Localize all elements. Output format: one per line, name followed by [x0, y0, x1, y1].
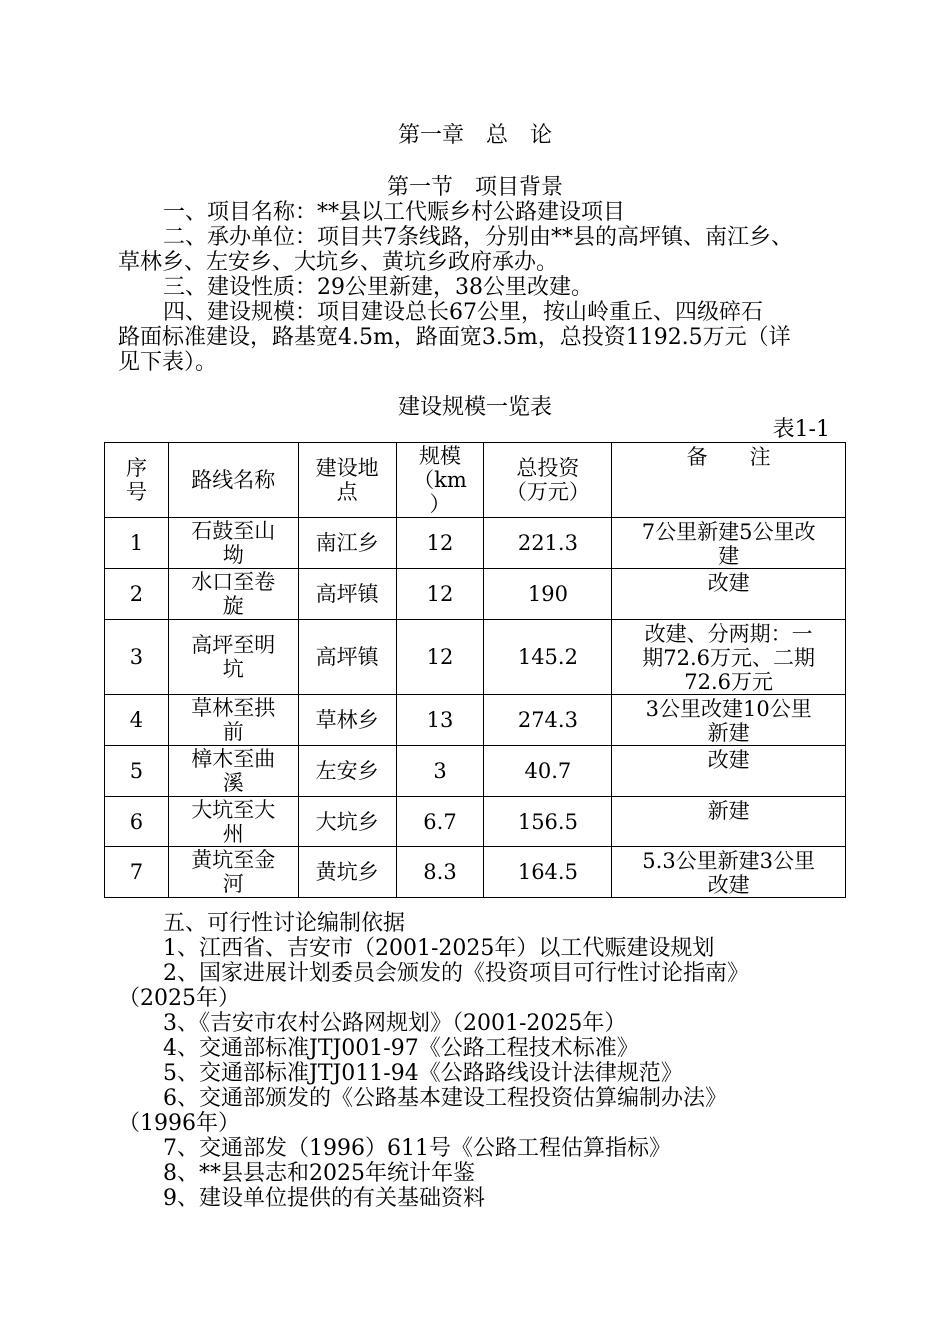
cell-scale: 8.3	[396, 847, 484, 898]
cell-place: 高坪镇	[298, 569, 396, 620]
cell-place: 草林乡	[298, 695, 396, 746]
basis-item: 2、国家进展计划委员会颁发的《投资项目可行性讨论指南》	[163, 961, 749, 986]
cell-scale: 12	[396, 620, 484, 695]
cell-place: 高坪镇	[298, 620, 396, 695]
basis-item: 4、交通部标准JTJ001-97《公路工程技术标准》	[163, 1036, 639, 1061]
table-row	[105, 620, 846, 695]
cell-remark: 5.3公里新建3公里 改建	[612, 847, 846, 898]
paragraph-nature: 三、建设性质：29公里新建，38公里改建。	[163, 275, 593, 300]
cell-route: 石鼓至山 坳	[168, 518, 298, 569]
paragraph-undertaker-cont: 草林乡、左安乡、大坑乡、黄坑乡政府承办。	[118, 250, 559, 275]
construction-scale-table	[104, 442, 846, 898]
header-no: 序 号	[105, 443, 169, 518]
cell-no: 2	[105, 569, 169, 620]
header-place: 建设地 点	[298, 443, 396, 518]
cell-remark: 改建	[612, 746, 846, 797]
section-title: 第一节 项目背景	[386, 175, 563, 200]
table-caption: 建设规模一览表	[397, 395, 552, 420]
table-header-row	[105, 443, 846, 518]
cell-place: 大坑乡	[298, 797, 396, 847]
cell-route: 水口至卷 旋	[168, 569, 298, 620]
cell-place: 南江乡	[298, 518, 396, 569]
paragraph-undertaker: 二、承办单位：项目共7条线路，分别由**县的高坪镇、南江乡、	[163, 225, 793, 250]
cell-remark: 7公里新建5公里改 建	[612, 518, 846, 569]
cell-remark: 改建、分两期：一 期72.6万元、二期 72.6万元	[612, 620, 846, 695]
header-investment: 总投资 （万元）	[484, 443, 612, 518]
basis-item: 5、交通部标准JTJ011-94《公路路线设计法律规范》	[163, 1061, 683, 1086]
cell-route: 黄坑至金 河	[168, 847, 298, 898]
cell-route: 高坪至明 坑	[168, 620, 298, 695]
header-route: 路线名称	[168, 443, 298, 518]
basis-item: 8、**县县志和2025年统计年鉴	[163, 1161, 475, 1186]
header-remark: 备 注	[612, 443, 846, 518]
table-row	[105, 518, 846, 569]
cell-scale: 13	[396, 695, 484, 746]
basis-item: 3、《吉安市农村公路网规划》（2001-2025年）	[163, 1011, 627, 1036]
cell-remark: 3公里改建10公里 新建	[612, 695, 846, 746]
paragraph-scale-cont-1: 路面标准建设，路基宽4.5m，路面宽3.5m，总投资1192.5万元（详	[118, 325, 791, 350]
cell-remark: 改建	[612, 569, 846, 620]
basis-item-cont: （2025年）	[118, 986, 240, 1011]
cell-investment: 164.5	[484, 847, 612, 898]
basis-item: 7、交通部发（1996）611号《公路工程估算指标》	[163, 1136, 671, 1161]
cell-no: 6	[105, 797, 169, 847]
cell-scale: 12	[396, 518, 484, 569]
cell-place: 左安乡	[298, 746, 396, 797]
cell-remark: 新建	[612, 797, 846, 847]
cell-no: 5	[105, 746, 169, 797]
cell-investment: 190	[484, 569, 612, 620]
basis-item: 6、交通部颁发的《公路基本建设工程投资估算编制办法》	[163, 1086, 727, 1111]
table-row	[105, 569, 846, 620]
paragraph-scale: 四、建设规模：项目建设总长67公里，按山岭重丘、四级碎石	[163, 300, 763, 325]
cell-investment: 40.7	[484, 746, 612, 797]
table-row	[105, 746, 846, 797]
basis-item: 9、建设单位提供的有关基础资料	[163, 1186, 485, 1211]
basis-heading: 五、可行性讨论编制依据	[163, 911, 406, 936]
cell-route: 大坑至大 州	[168, 797, 298, 847]
cell-no: 1	[105, 518, 169, 569]
cell-no: 4	[105, 695, 169, 746]
cell-investment: 274.3	[484, 695, 612, 746]
cell-investment: 156.5	[484, 797, 612, 847]
cell-no: 7	[105, 847, 169, 898]
cell-investment: 221.3	[484, 518, 612, 569]
basis-item: 1、江西省、吉安市（2001-2025年）以工代赈建设规划	[163, 936, 715, 961]
table-row	[105, 695, 846, 746]
cell-scale: 12	[396, 569, 484, 620]
cell-investment: 145.2	[484, 620, 612, 695]
cell-place: 黄坑乡	[298, 847, 396, 898]
basis-item-cont: （1996年）	[118, 1111, 240, 1136]
cell-scale: 6.7	[396, 797, 484, 847]
cell-no: 3	[105, 620, 169, 695]
paragraph-scale-cont-2: 见下表）。	[118, 350, 218, 375]
header-scale: 规模 （km ）	[396, 443, 484, 518]
table-row	[105, 797, 846, 847]
cell-scale: 3	[396, 746, 484, 797]
paragraph-project-name: 一、项目名称：**县以工代赈乡村公路建设项目	[163, 200, 626, 225]
table-label: 表1-1	[772, 417, 830, 442]
cell-route: 樟木至曲 溪	[168, 746, 298, 797]
cell-route: 草林至拱 前	[168, 695, 298, 746]
table-row	[105, 847, 846, 898]
chapter-title: 第一章 总 论	[397, 123, 552, 148]
